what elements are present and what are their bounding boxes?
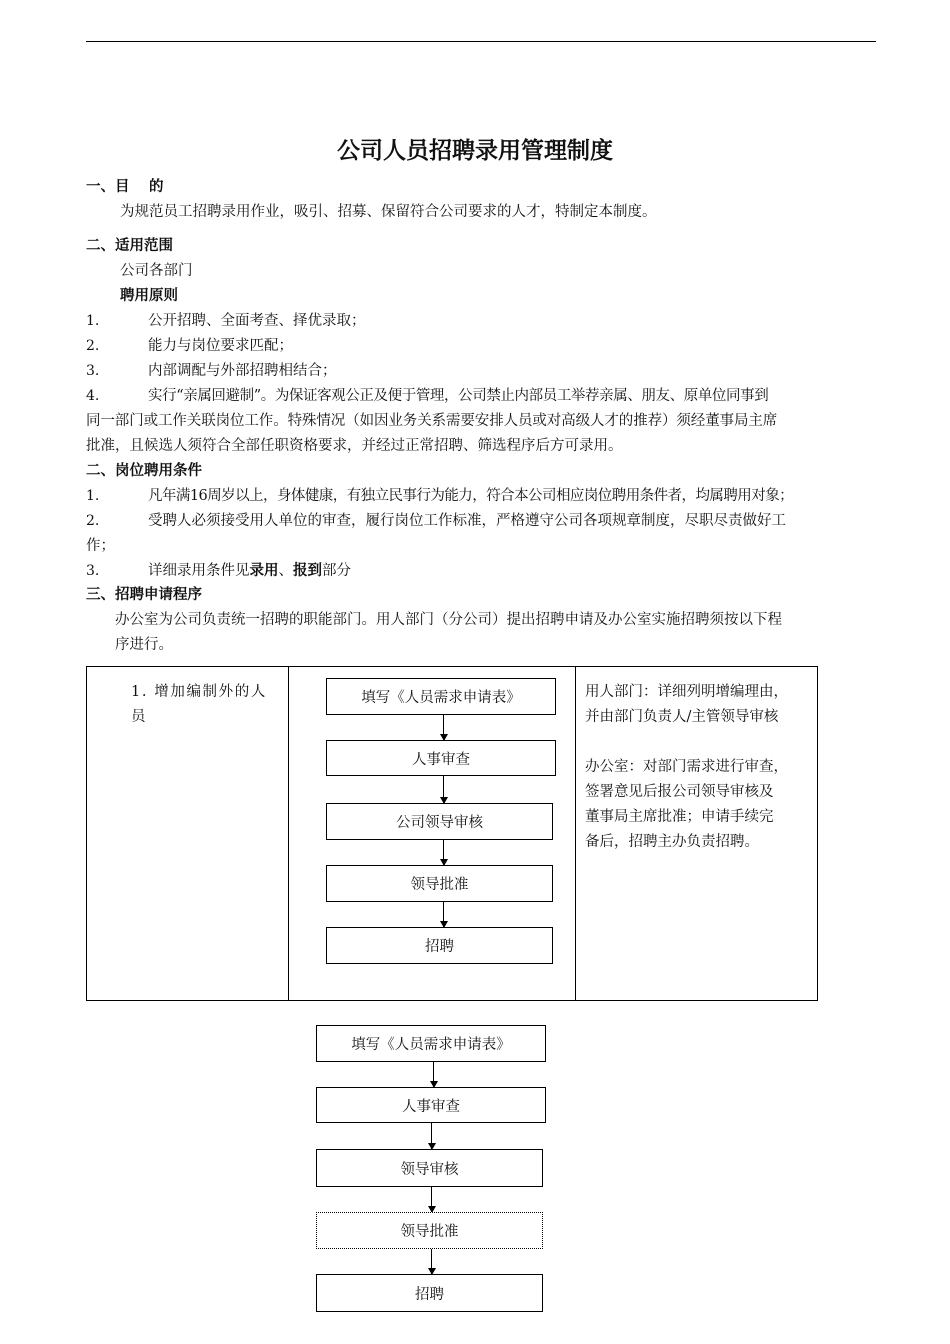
header-rule [86, 41, 876, 42]
procedure-table [86, 666, 818, 1001]
note-dept-line2: 并由部门负责人/主管领导审核 [585, 709, 779, 725]
flow1-step-leader-audit: 公司领导审核 [326, 803, 553, 840]
section-procedure-line2: 序进行。 [115, 637, 173, 653]
principle-1-num: 1. [86, 313, 100, 329]
flow2-step-fill-form: 填写《人员需求申请表》 [316, 1025, 546, 1062]
flow1-arrow-3 [443, 840, 444, 865]
condition-2-line1: 受聘人必须接受用人单位的审查，履行岗位工作标准，严格遵守公司各项规章制度，尽职尽责做好工 [148, 513, 786, 529]
note-office-line2: 签署意见后报公司领导审核及 [585, 784, 774, 800]
section-purpose-body: 为规范员工招聘录用作业，吸引、招募、保留符合公司要求的人才，特制定本制度。 [120, 204, 657, 220]
principle-4-line3: 批准，且候选人须符合全部任职资格要求，并经过正常招聘、筛选程序后方可录用。 [86, 438, 623, 454]
flow2-step-recruit: 招聘 [316, 1274, 543, 1312]
flow2-arrow-2 [431, 1123, 432, 1149]
section-scope-body: 公司各部门 [120, 263, 193, 279]
condition-3-bold2: 报到 [293, 563, 322, 579]
principle-1-text: 公开招聘、全面考查、择优录取； [148, 313, 366, 329]
condition-3-pre: 详细录用条件见 [148, 563, 250, 579]
flow1-step-hr-review: 人事审查 [326, 740, 556, 776]
flow1-step-fill-form: 填写《人员需求申请表》 [326, 678, 556, 715]
principle-3-num: 3. [86, 363, 100, 379]
principle-2-text: 能力与岗位要求匹配； [148, 338, 293, 354]
flow2-step-hr-review: 人事审查 [316, 1087, 546, 1123]
condition-3-bold1: 录用 [249, 563, 279, 579]
flow2-step-leader-audit: 领导审核 [316, 1149, 543, 1187]
note-office-line1: 办公室：对部门需求进行审查， [585, 759, 788, 775]
case-label-line2: 员 [131, 709, 146, 725]
flow1-arrow-4 [443, 902, 444, 927]
flow1-step-leader-approve: 领导批准 [326, 865, 553, 902]
flow2-arrow-4 [431, 1249, 432, 1274]
section-procedure-line1: 办公室为公司负责统一招聘的职能部门。用人部门（分公司）提出招聘申请及办公室实施招聘须按以下程 [115, 612, 782, 628]
flow1-step-recruit: 招聘 [326, 927, 553, 964]
condition-3-post: 部分 [322, 563, 351, 579]
flow1-arrow-2 [443, 776, 444, 803]
case-label-line1: 1. 增加编制外的人 [131, 684, 267, 700]
note-office-line4: 备后，招聘主办负责招聘。 [585, 834, 759, 850]
note-dept-line1: 用人部门：详细列明增编理由， [585, 684, 788, 700]
flow1-arrow-1 [443, 715, 444, 740]
principle-4-num: 4. [86, 388, 100, 404]
table-divider-1 [288, 667, 289, 1000]
section-purpose-heading: 一、目 的 [86, 179, 164, 195]
flow2-arrow-1 [433, 1062, 434, 1087]
note-office-line3: 董事局主席批准；申请手续完 [585, 809, 774, 825]
section-procedure-heading: 三、招聘申请程序 [86, 587, 202, 603]
condition-1-text: 凡年满16周岁以上，身体健康，有独立民事行为能力，符合本公司相应岗位聘用条件者，均属聘用对象； [148, 488, 794, 504]
principle-2-num: 2. [86, 338, 100, 354]
condition-3-text [148, 561, 351, 581]
condition-3-mid: 、 [278, 563, 293, 579]
condition-2-num: 2. [86, 513, 100, 529]
principle-4-line1: 实行“亲属回避制”。为保证客观公正及便于管理，公司禁止内部员工举荐亲属、朋友、原单位同事到 [148, 388, 769, 404]
condition-1-num: 1. [86, 488, 100, 504]
condition-3-num: 3. [86, 563, 100, 579]
principle-4-line2: 同一部门或工作关联岗位工作。特殊情况（如因业务关系需要安排人员或对高级人才的推荐）须经董事局主席 [86, 413, 778, 429]
principles-heading: 聘用原则 [120, 288, 178, 304]
flow2-arrow-3 [431, 1187, 432, 1212]
principle-3-text: 内部调配与外部招聘相结合； [148, 363, 337, 379]
section-scope-heading: 二、适用范围 [86, 238, 173, 254]
condition-2-line2: 作； [86, 538, 115, 554]
page-title: 公司人员招聘录用管理制度 [337, 138, 613, 164]
table-divider-2 [575, 667, 576, 1000]
section-conditions-heading: 二、岗位聘用条件 [86, 463, 202, 479]
flow2-step-leader-approve: 领导批准 [316, 1212, 543, 1249]
